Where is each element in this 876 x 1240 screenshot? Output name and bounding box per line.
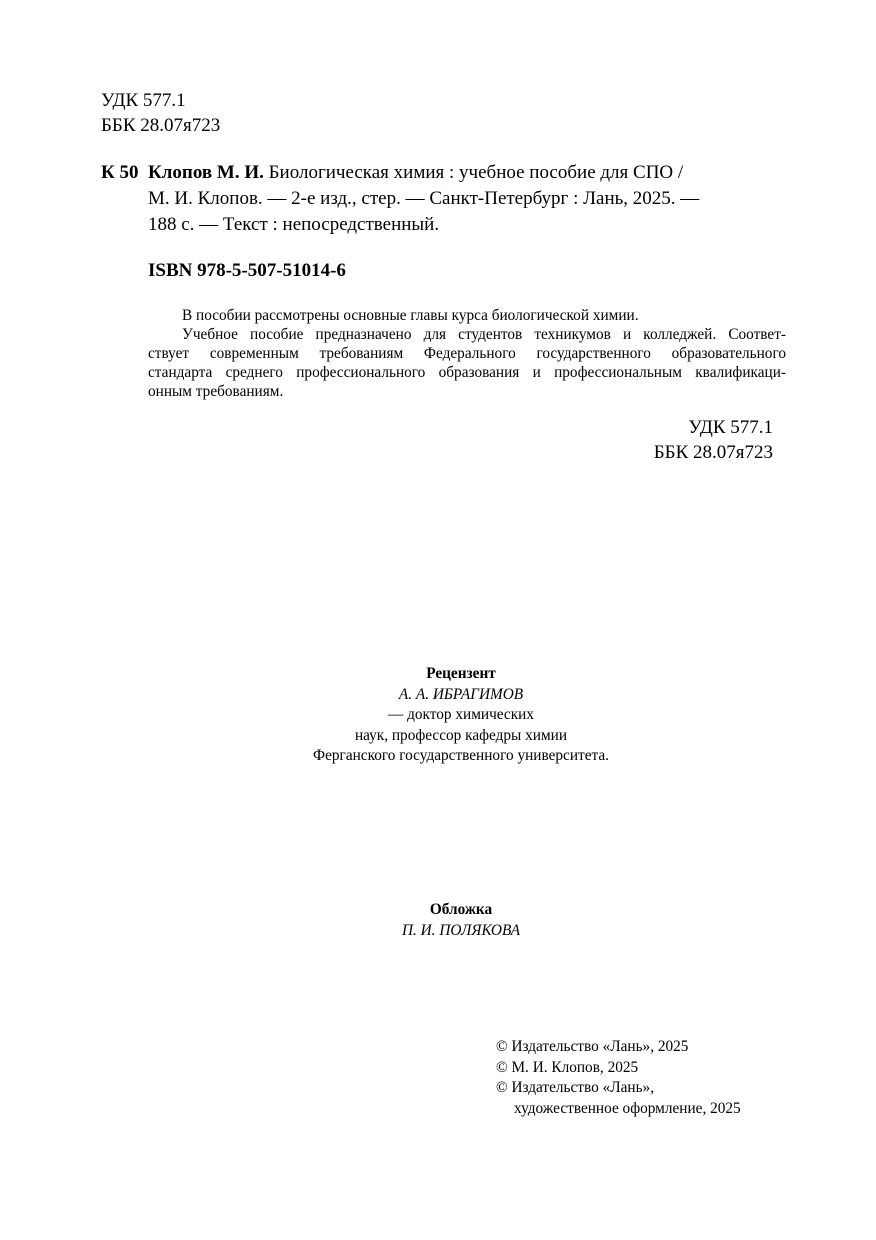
- reviewer-line-1: [0, 685, 876, 726]
- reviewer-block: [0, 664, 876, 767]
- annotation-line-5: онным требованиям.: [148, 383, 284, 400]
- reviewer-credentials: — доктор химических: [387, 706, 534, 723]
- cover-designer: [0, 921, 876, 942]
- udk-code-bottom: УДК 577.1: [688, 417, 773, 438]
- copyright-design-continued: художественное оформление, 2025: [514, 1099, 741, 1117]
- udk-code: УДК 577.1: [101, 90, 186, 111]
- title-statement: Биологическая химия : учебное пособие для СПО /: [263, 162, 684, 183]
- bibliographic-record: [148, 160, 788, 238]
- author-cutter-mark: К 50: [101, 162, 139, 183]
- bib-line-2: М. И. Клопов. — 2-е изд., стер. — Санкт-Петербург : Лань, 2025. —: [148, 188, 700, 209]
- cover-credit-block: [0, 900, 876, 941]
- copyright-block: [496, 1037, 741, 1119]
- reviewer-line-2: наук, профессор кафедры химии: [354, 726, 568, 744]
- copyright-design: © Издательство «Лань»,: [496, 1079, 655, 1096]
- reviewer-heading: Рецензент: [426, 665, 496, 682]
- cover-designer-name: П. И. ПОЛЯКОВА: [401, 921, 521, 939]
- cover-heading: Обложка: [429, 901, 493, 918]
- bib-line-3: 188 с. — Текст : непосредственный.: [148, 214, 440, 235]
- reviewer-name: А. А. ИБРАГИМОВ: [398, 685, 524, 703]
- isbn: ISBN 978-5-507-51014-6: [148, 260, 346, 281]
- copyright-publisher: © Издательство «Лань», 2025: [496, 1038, 689, 1055]
- top-classification-block: [101, 88, 220, 138]
- annotation: [148, 306, 786, 401]
- annotation-line-3: ствует современным требованиям Федерального государственного образовательного: [148, 345, 786, 362]
- reviewer-line-3: Ферганского государственного университета.: [313, 747, 609, 764]
- annotation-paragraph-1: В пособии рассмотрены основные главы курса биологической химии.: [182, 307, 639, 324]
- copyright-author: © М. И. Клопов, 2025: [496, 1058, 639, 1076]
- bbk-code-bottom: ББК 28.07я723: [653, 442, 773, 463]
- bottom-classification-block: [654, 415, 773, 465]
- annotation-line-4: стандарта среднего профессионального образования и профессиональным квалификаци-: [148, 364, 786, 381]
- author-heading: Клопов М. И.: [148, 162, 264, 183]
- bbk-code: ББК 28.07я723: [101, 115, 221, 136]
- bib-line-1: [148, 160, 788, 186]
- annotation-line-2: Учебное пособие предназначено для студентов техникумов и колледжей. Соответ-: [182, 326, 786, 343]
